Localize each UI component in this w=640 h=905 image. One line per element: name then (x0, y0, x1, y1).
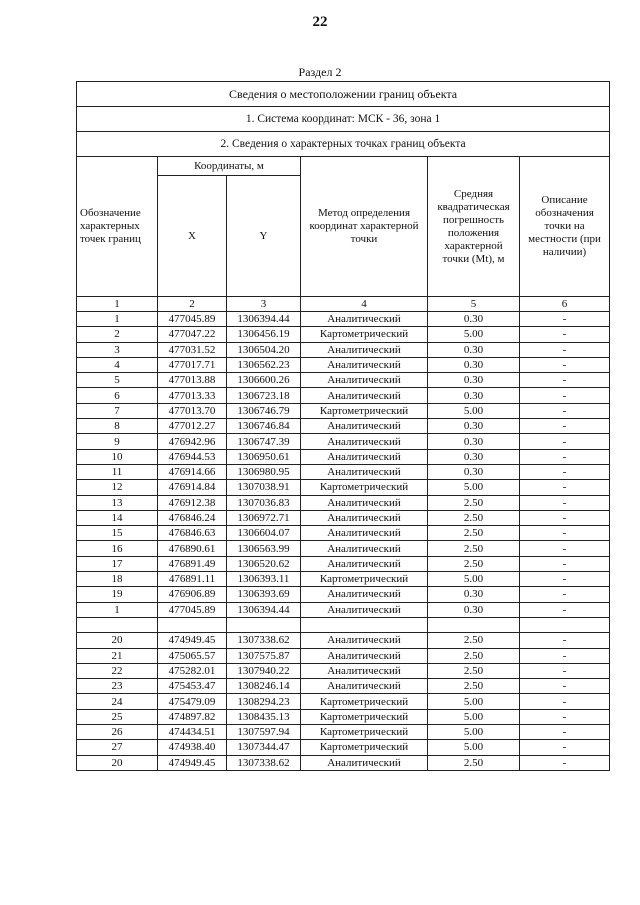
x-coordinate-cell: 476944.53 (158, 449, 227, 464)
error-cell: 2.50 (428, 679, 520, 694)
error-cell: 5.00 (428, 694, 520, 709)
description-cell: - (520, 388, 610, 403)
description-cell: - (520, 403, 610, 418)
x-coordinate-cell: 476906.89 (158, 587, 227, 602)
error-cell: 0.30 (428, 388, 520, 403)
column-numbers-row (77, 297, 610, 312)
error-cell: 2.50 (428, 755, 520, 770)
empty-cell (227, 617, 301, 632)
empty-cell (428, 617, 520, 632)
table-row (77, 541, 610, 556)
method-cell: Аналитический (301, 556, 428, 571)
y-coordinate-cell: 1307344.47 (227, 740, 301, 755)
method-cell: Аналитический (301, 419, 428, 434)
error-cell: 0.30 (428, 419, 520, 434)
method-cell: Картометрический (301, 725, 428, 740)
point-id-cell: 1 (77, 602, 158, 617)
x-coordinate-cell: 475453.47 (158, 679, 227, 694)
method-cell: Картометрический (301, 694, 428, 709)
point-id-cell: 21 (77, 648, 158, 663)
point-id-cell: 23 (77, 679, 158, 694)
error-cell: 0.30 (428, 587, 520, 602)
header-y: Y (227, 176, 301, 297)
table-row (77, 740, 610, 755)
column-number: 3 (227, 297, 301, 312)
method-cell: Аналитический (301, 679, 428, 694)
y-coordinate-cell: 1307338.62 (227, 633, 301, 648)
table-row (77, 510, 610, 525)
method-cell: Картометрический (301, 740, 428, 755)
description-cell: - (520, 572, 610, 587)
description-cell: - (520, 541, 610, 556)
y-coordinate-cell: 1307038.91 (227, 480, 301, 495)
error-cell: 2.50 (428, 663, 520, 678)
table-row (77, 403, 610, 418)
x-coordinate-cell: 474949.45 (158, 633, 227, 648)
header-method: Метод определения координат характерной точки (301, 157, 428, 297)
point-id-cell: 10 (77, 449, 158, 464)
header-designation: Обозначение характерных точек границ (77, 157, 158, 297)
x-coordinate-cell: 474434.51 (158, 725, 227, 740)
point-id-cell: 1 (77, 312, 158, 327)
x-coordinate-cell: 476891.49 (158, 556, 227, 571)
header-error: Средняя квадратическая погрешность положения характерной точки (Mt), м (428, 157, 520, 297)
y-coordinate-cell: 1307338.62 (227, 755, 301, 770)
y-coordinate-cell: 1306723.18 (227, 388, 301, 403)
table-row (77, 434, 610, 449)
point-id-cell: 20 (77, 755, 158, 770)
x-coordinate-cell: 476846.24 (158, 510, 227, 525)
method-cell: Картометрический (301, 480, 428, 495)
point-id-cell: 12 (77, 480, 158, 495)
x-coordinate-cell: 476912.38 (158, 495, 227, 510)
table-row (77, 755, 610, 770)
header-description: Описание обозначения точки на местности (при наличии) (520, 157, 610, 297)
y-coordinate-cell: 1306456.19 (227, 327, 301, 342)
method-cell: Картометрический (301, 327, 428, 342)
error-cell: 0.30 (428, 312, 520, 327)
y-coordinate-cell: 1306972.71 (227, 510, 301, 525)
error-cell: 5.00 (428, 572, 520, 587)
method-cell: Аналитический (301, 602, 428, 617)
page-number: 22 (312, 14, 328, 30)
error-cell: 0.30 (428, 342, 520, 357)
point-id-cell: 18 (77, 572, 158, 587)
description-cell: - (520, 587, 610, 602)
y-coordinate-cell: 1306600.26 (227, 373, 301, 388)
error-cell: 0.30 (428, 464, 520, 479)
method-cell: Аналитический (301, 388, 428, 403)
method-cell: Аналитический (301, 495, 428, 510)
table-row (77, 572, 610, 587)
y-coordinate-cell: 1308294.23 (227, 694, 301, 709)
points-heading: 2. Сведения о характерных точках границ объекта (77, 132, 610, 157)
description-cell: - (520, 602, 610, 617)
x-coordinate-cell: 476942.96 (158, 434, 227, 449)
x-coordinate-cell: 474897.82 (158, 709, 227, 724)
description-cell: - (520, 709, 610, 724)
method-cell: Картометрический (301, 572, 428, 587)
method-cell: Аналитический (301, 342, 428, 357)
column-number: 6 (520, 297, 610, 312)
error-cell: 2.50 (428, 495, 520, 510)
y-coordinate-cell: 1307036.83 (227, 495, 301, 510)
method-cell: Аналитический (301, 648, 428, 663)
table-row (77, 725, 610, 740)
y-coordinate-cell: 1306980.95 (227, 464, 301, 479)
x-coordinate-cell: 477045.89 (158, 312, 227, 327)
description-cell: - (520, 679, 610, 694)
y-coordinate-cell: 1306604.07 (227, 526, 301, 541)
x-coordinate-cell: 477012.27 (158, 419, 227, 434)
x-coordinate-cell: 476914.84 (158, 480, 227, 495)
description-cell: - (520, 725, 610, 740)
description-cell: - (520, 740, 610, 755)
description-cell: - (520, 633, 610, 648)
x-coordinate-cell: 477045.89 (158, 602, 227, 617)
table-row (77, 679, 610, 694)
table-row (77, 480, 610, 495)
y-coordinate-cell: 1306520.62 (227, 556, 301, 571)
x-coordinate-cell: 477031.52 (158, 342, 227, 357)
table-row (77, 709, 610, 724)
contour-2-rows (77, 633, 610, 771)
table-row (77, 342, 610, 357)
column-number: 2 (158, 297, 227, 312)
description-cell: - (520, 342, 610, 357)
error-cell: 2.50 (428, 541, 520, 556)
method-cell: Картометрический (301, 403, 428, 418)
header-x: X (158, 176, 227, 297)
y-coordinate-cell: 1306950.61 (227, 449, 301, 464)
error-cell: 0.30 (428, 449, 520, 464)
error-cell: 5.00 (428, 327, 520, 342)
table-row (77, 694, 610, 709)
method-cell: Аналитический (301, 541, 428, 556)
contour-separator (77, 617, 610, 632)
y-coordinate-cell: 1306746.84 (227, 419, 301, 434)
x-coordinate-cell: 475479.09 (158, 694, 227, 709)
point-id-cell: 5 (77, 373, 158, 388)
error-cell: 5.00 (428, 740, 520, 755)
x-coordinate-cell: 474938.40 (158, 740, 227, 755)
point-id-cell: 7 (77, 403, 158, 418)
error-cell: 5.00 (428, 480, 520, 495)
description-cell: - (520, 556, 610, 571)
table-row (77, 648, 610, 663)
description-cell: - (520, 312, 610, 327)
y-coordinate-cell: 1307940.22 (227, 663, 301, 678)
table-row (77, 357, 610, 372)
method-cell: Аналитический (301, 587, 428, 602)
table-row (77, 388, 610, 403)
description-cell: - (520, 464, 610, 479)
error-cell: 2.50 (428, 648, 520, 663)
coordinate-system: 1. Система координат: МСК - 36, зона 1 (77, 107, 610, 132)
error-cell: 0.30 (428, 373, 520, 388)
point-id-cell: 14 (77, 510, 158, 525)
table-row (77, 602, 610, 617)
y-coordinate-cell: 1306393.11 (227, 572, 301, 587)
empty-cell (301, 617, 428, 632)
description-cell: - (520, 419, 610, 434)
table-row (77, 526, 610, 541)
empty-cell (520, 617, 610, 632)
point-id-cell: 27 (77, 740, 158, 755)
empty-cell (77, 617, 158, 632)
y-coordinate-cell: 1306394.44 (227, 602, 301, 617)
point-id-cell: 17 (77, 556, 158, 571)
x-coordinate-cell: 477017.71 (158, 357, 227, 372)
column-number: 5 (428, 297, 520, 312)
error-cell: 0.30 (428, 602, 520, 617)
y-coordinate-cell: 1306393.69 (227, 587, 301, 602)
method-cell: Картометрический (301, 709, 428, 724)
x-coordinate-cell: 476890.61 (158, 541, 227, 556)
method-cell: Аналитический (301, 312, 428, 327)
y-coordinate-cell: 1308435.13 (227, 709, 301, 724)
point-id-cell: 6 (77, 388, 158, 403)
x-coordinate-cell: 477013.33 (158, 388, 227, 403)
table-row (77, 495, 610, 510)
table-row (77, 419, 610, 434)
x-coordinate-cell: 477013.70 (158, 403, 227, 418)
x-coordinate-cell: 475065.57 (158, 648, 227, 663)
x-coordinate-cell: 476914.66 (158, 464, 227, 479)
error-cell: 2.50 (428, 526, 520, 541)
table-row (77, 312, 610, 327)
y-coordinate-cell: 1306747.39 (227, 434, 301, 449)
method-cell: Аналитический (301, 357, 428, 372)
error-cell: 5.00 (428, 403, 520, 418)
point-id-cell: 26 (77, 725, 158, 740)
point-id-cell: 2 (77, 327, 158, 342)
method-cell: Аналитический (301, 434, 428, 449)
method-cell: Аналитический (301, 755, 428, 770)
header-coordinates: Координаты, м (158, 157, 301, 176)
description-cell: - (520, 495, 610, 510)
method-cell: Аналитический (301, 510, 428, 525)
method-cell: Аналитический (301, 449, 428, 464)
error-cell: 5.00 (428, 709, 520, 724)
error-cell: 0.30 (428, 357, 520, 372)
y-coordinate-cell: 1307597.94 (227, 725, 301, 740)
y-coordinate-cell: 1306504.20 (227, 342, 301, 357)
point-id-cell: 25 (77, 709, 158, 724)
x-coordinate-cell: 477047.22 (158, 327, 227, 342)
empty-cell (158, 617, 227, 632)
point-id-cell: 3 (77, 342, 158, 357)
point-id-cell: 11 (77, 464, 158, 479)
table-row (77, 373, 610, 388)
point-id-cell: 15 (77, 526, 158, 541)
description-cell: - (520, 526, 610, 541)
table-row (77, 449, 610, 464)
description-cell: - (520, 663, 610, 678)
description-cell: - (520, 648, 610, 663)
table-row (77, 587, 610, 602)
table-title: Сведения о местоположении границ объекта (77, 82, 610, 107)
empty-row (77, 617, 610, 632)
y-coordinate-cell: 1308246.14 (227, 679, 301, 694)
contour-1-rows (77, 312, 610, 618)
x-coordinate-cell: 475282.01 (158, 663, 227, 678)
description-cell: - (520, 755, 610, 770)
boundary-points-table (76, 81, 610, 771)
point-id-cell: 22 (77, 663, 158, 678)
y-coordinate-cell: 1306563.99 (227, 541, 301, 556)
table-row (77, 556, 610, 571)
description-cell: - (520, 694, 610, 709)
x-coordinate-cell: 477013.88 (158, 373, 227, 388)
point-id-cell: 24 (77, 694, 158, 709)
method-cell: Аналитический (301, 663, 428, 678)
table-row (77, 327, 610, 342)
table-row (77, 663, 610, 678)
point-id-cell: 8 (77, 419, 158, 434)
description-cell: - (520, 510, 610, 525)
section-label: Раздел 2 (298, 65, 342, 79)
description-cell: - (520, 434, 610, 449)
y-coordinate-cell: 1306562.23 (227, 357, 301, 372)
description-cell: - (520, 480, 610, 495)
error-cell: 0.30 (428, 434, 520, 449)
error-cell: 2.50 (428, 556, 520, 571)
table-row (77, 464, 610, 479)
error-cell: 5.00 (428, 725, 520, 740)
point-id-cell: 4 (77, 357, 158, 372)
description-cell: - (520, 357, 610, 372)
method-cell: Аналитический (301, 633, 428, 648)
y-coordinate-cell: 1307575.87 (227, 648, 301, 663)
description-cell: - (520, 373, 610, 388)
point-id-cell: 20 (77, 633, 158, 648)
point-id-cell: 16 (77, 541, 158, 556)
point-id-cell: 9 (77, 434, 158, 449)
column-number: 4 (301, 297, 428, 312)
description-cell: - (520, 327, 610, 342)
column-number: 1 (77, 297, 158, 312)
y-coordinate-cell: 1306746.79 (227, 403, 301, 418)
x-coordinate-cell: 474949.45 (158, 755, 227, 770)
method-cell: Аналитический (301, 373, 428, 388)
method-cell: Аналитический (301, 464, 428, 479)
description-cell: - (520, 449, 610, 464)
error-cell: 2.50 (428, 510, 520, 525)
point-id-cell: 19 (77, 587, 158, 602)
error-cell: 2.50 (428, 633, 520, 648)
x-coordinate-cell: 476891.11 (158, 572, 227, 587)
point-id-cell: 13 (77, 495, 158, 510)
method-cell: Аналитический (301, 526, 428, 541)
y-coordinate-cell: 1306394.44 (227, 312, 301, 327)
x-coordinate-cell: 476846.63 (158, 526, 227, 541)
table-row (77, 633, 610, 648)
